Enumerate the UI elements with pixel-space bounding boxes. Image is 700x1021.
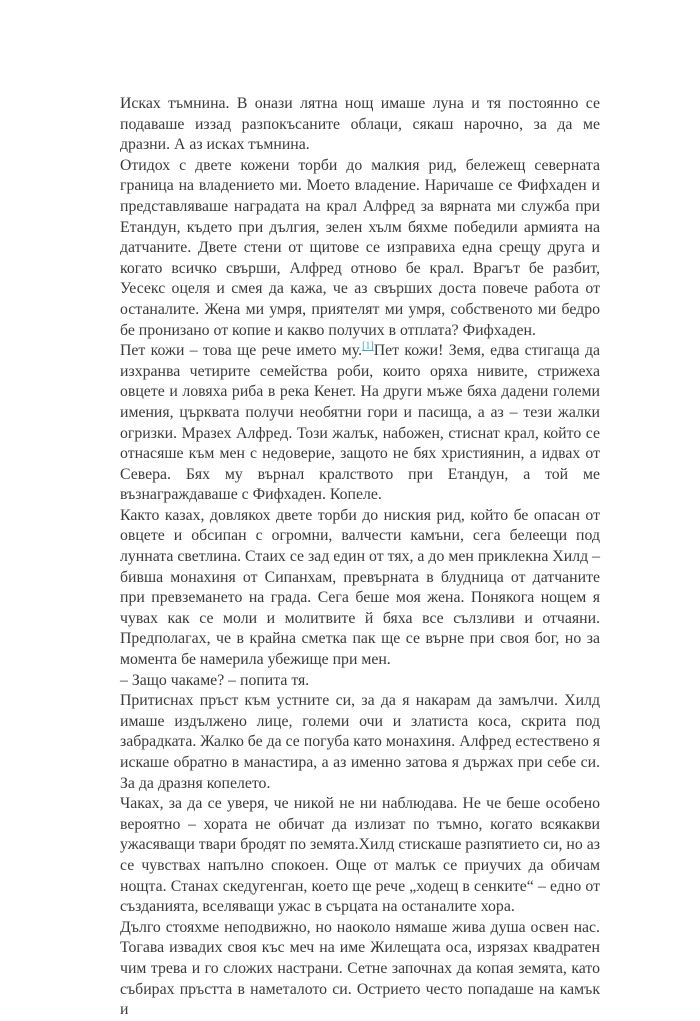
paragraph: Чаках, за да се уверя, че никой не ни наблюдава. Не че беше особено вероятно – хората не обичат да излизат по тъмно, когато всякакви ужасяващи твари бродят по земята.Хилд стискаше разпятието си, но аз се чувствах напълно спокоен. Още от малък се приучих да обичам нощта. Станах скедугенган, което ще рече „ходещ в сенките“ – едно от създанията, вселяващи ужас в сърцата на останалите хора.: [120, 795, 600, 916]
body-text: [120, 94, 600, 1021]
paragraph-with-footnote: [120, 341, 600, 506]
paragraph: Притиснах пръст към устните си, за да я накарам да замълчи. Хилд имаше издължено лице, големи очи и златиста коса, скрита под забрадката. Жалко бе да се погуба като монахиня. Алфред естествено я искаше обратно в манастира, а аз именно затова я държах при себе си. За да дразня копелето.: [120, 692, 600, 792]
paragraph: Както казах, довлякох двете торби до ниския рид, който бе опасан от овцете и обсипан с огромни, валчести камъни, сега белеещи под лунната светлина. Стаих се зад един от тях, а до мен приклекна Хилд – бивша монахиня от Сипанхам, превърната в блудница от датчаните при превземането на града. Сега беше моя жена. Понякога нощем я чувах как се моли и молитвите й бяха все сълзливи и отчаяни. Предполагах, че в крайна сметка пак ще се върне при своя бог, но за момента бе намерила убежище при мен.: [120, 506, 600, 669]
paragraph: Отидох с двете кожени торби до малкия рид, бележещ северната граница на владението ми. Моето владение. Наричаше се Фифхаден и представляваше наградата на крал Алфред за вярната ми служба при Етандун, където при дългия, зелен хълм бяхме победили армията на датчаните. Двете стени от щитове се изправиха една срещу друга и когато всичко свърши, Алфред отново бе крал. Врагът бе разбит, Уесекс оцеля и смея да кажа, че аз свърших доста повече работа от останалите. Жена ми умря, приятелят ми умря, собственото ми бедро бе пронизано от копие и какво получих в отплата? Фифхаден.: [120, 156, 600, 339]
paragraph-text: Пет кожи – това ще рече името му.: [120, 342, 363, 360]
paragraph: Исках тъмнина. В онази лятна нощ имаше луна и тя постоянно се подаваше иззад разпокъсаните облаци, сякаш нарочно, за да ме дразни. А аз исках тъмнина.: [120, 95, 600, 154]
paragraph: Дълго стояхме неподвижно, но наоколо нямаше жива душа освен нас. Тогава извадих своя къс меч на име Жилещата оса, изрязах квадратен чим трева и го сложих настрани. Сетне започнах да копая земята, като събирах пръстта в наметалото си. Острието често попадаше на камък и: [120, 918, 600, 1019]
dialogue-line: – Защо чакаме? – попита тя.: [120, 671, 310, 689]
paragraph-text: Пет кожи! Земя, едва стигаща да изхранва четирите семейства роби, които оряха нивите, стрижеха овцете и ловяха риба в река Кенет. На други мъже бяха дадени големи имения, църквата получи необятни гори и пасища, а аз – тези жалки огризки. Мразех Алфред. Този жалък, набожен, стиснат крал, който се отнасяше към мен с недоверие, защото не бях християнин, а идвах от Севера. Бях му върнал кралството при Етандун, а той ме възнаграждаваше с Фифхаден. Копеле.: [120, 342, 601, 504]
footnote-link[interactable]: [1]: [362, 340, 374, 352]
